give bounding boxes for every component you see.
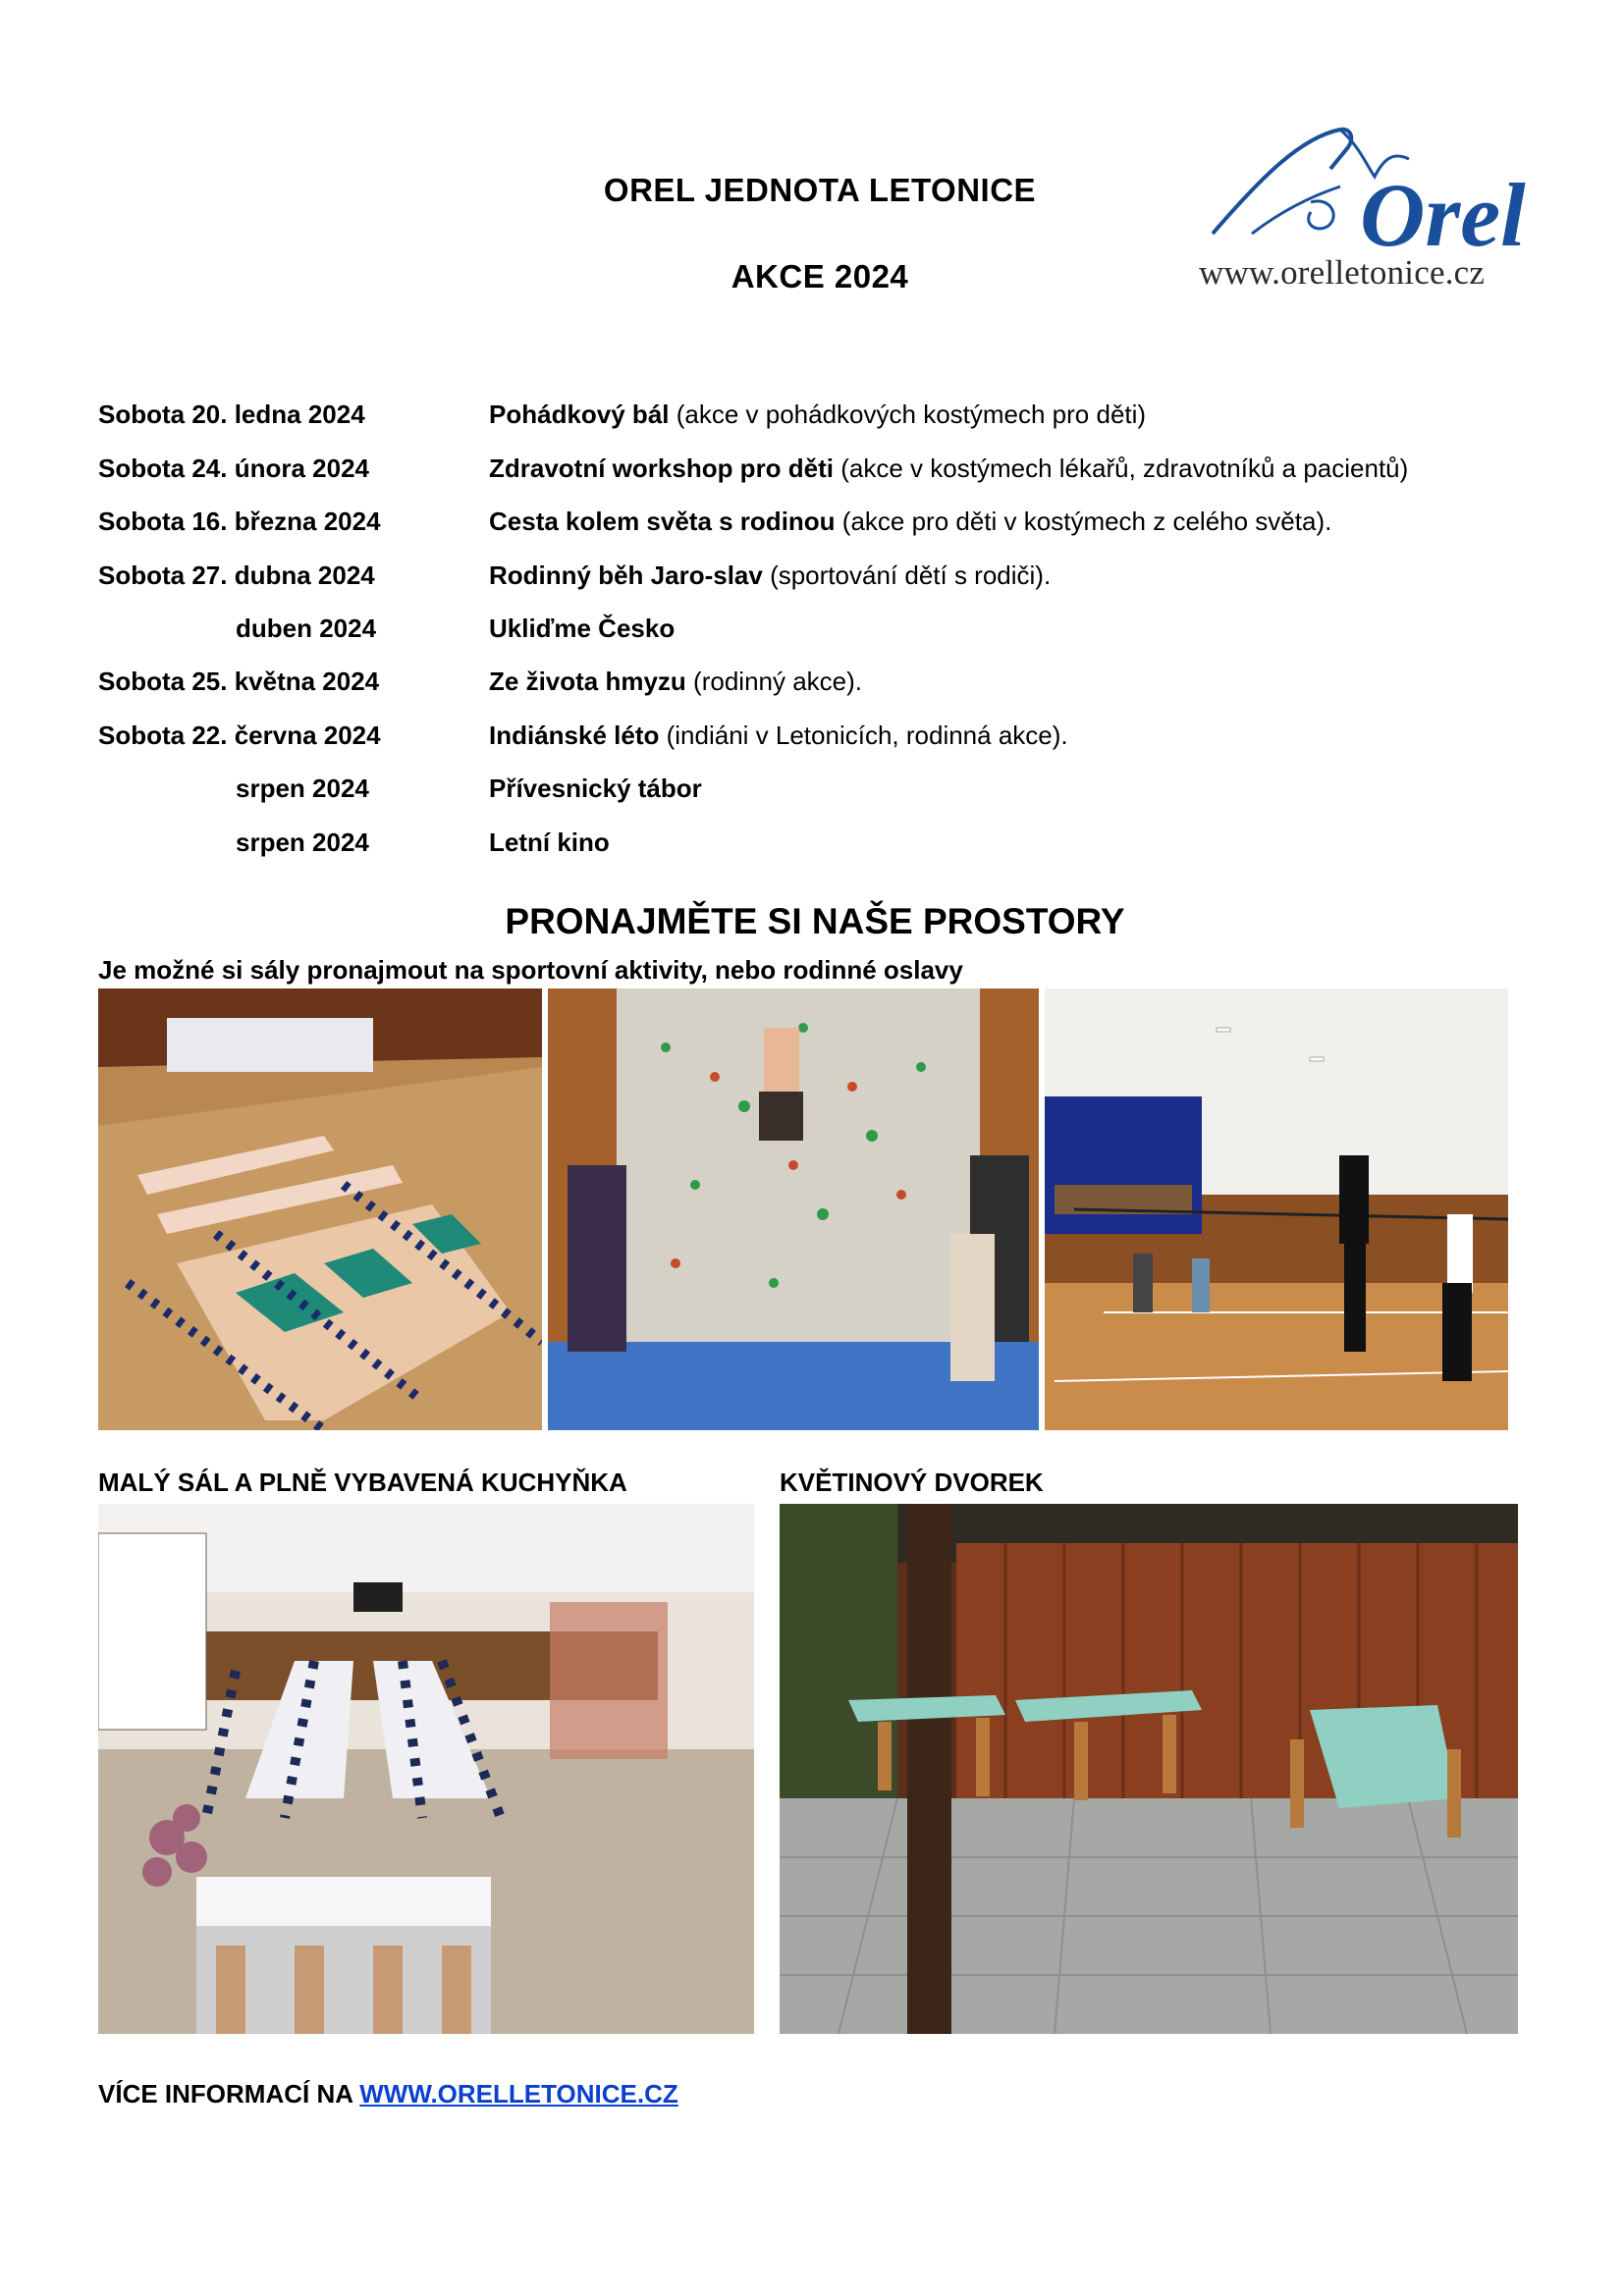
- event-name: Ukliďme Česko: [489, 614, 676, 643]
- orel-logo-graphic: [1193, 118, 1566, 255]
- event-row: [98, 662, 1522, 701]
- event-detail: (sportování dětí s rodiči).: [762, 561, 1052, 590]
- event-row: [98, 502, 1522, 541]
- logo-wordmark: Orel: [1360, 165, 1526, 255]
- event-row: [98, 716, 1522, 755]
- event-name: Letní kino: [489, 828, 610, 857]
- website-link[interactable]: WWW.ORELLETONICE.CZ: [359, 2079, 678, 2109]
- photo-courtyard: [780, 1504, 1518, 2034]
- event-date: Sobota 25. května 2024: [98, 667, 380, 696]
- event-date: Sobota 20. ledna 2024: [98, 400, 365, 429]
- event-row: [98, 609, 1522, 648]
- event-date: Sobota 27. dubna 2024: [98, 561, 375, 590]
- photo-climbing-wall: [548, 988, 1039, 1430]
- footer: [98, 2079, 678, 2109]
- year-title: AKCE 2024: [731, 258, 909, 294]
- rental-subtitle: Je možné si sály pronajmout na sportovní aktivity, nebo rodinné oslavy: [98, 955, 963, 985]
- event-detail: (akce v pohádkových kostýmech pro děti): [669, 400, 1147, 429]
- org-title: OREL JEDNOTA LETONICE: [603, 172, 1037, 208]
- event-detail: (indiáni v Letonicích, rodinná akce).: [659, 721, 1068, 750]
- event-row: [98, 395, 1522, 434]
- event-name: Ze života hmyzu: [489, 667, 686, 696]
- event-date: Sobota 16. března 2024: [98, 507, 381, 536]
- photo-gym-badminton: [1045, 988, 1508, 1430]
- footer-label: VÍCE INFORMACÍ NA: [98, 2079, 360, 2109]
- event-row: [98, 556, 1522, 595]
- event-detail: (akce v kostýmech lékařů, zdravotníků a pacientů): [834, 454, 1409, 483]
- event-name: Pohádkový bál: [489, 400, 670, 429]
- photo-small-hall: [98, 1504, 754, 2034]
- event-name: Rodinný běh Jaro-slav: [489, 561, 763, 590]
- event-date: srpen 2024: [236, 774, 369, 803]
- event-date: Sobota 24. února 2024: [98, 454, 369, 483]
- event-row: [98, 449, 1522, 488]
- event-date: Sobota 22. června 2024: [98, 721, 381, 750]
- event-name: Zdravotní workshop pro děti: [489, 454, 835, 483]
- event-date: duben 2024: [236, 614, 377, 643]
- caption-small-hall: MALÝ SÁL A PLNĚ VYBAVENÁ KUCHYŇKA: [98, 1468, 627, 1497]
- event-date: srpen 2024: [236, 828, 369, 857]
- event-name: Cesta kolem světa s rodinou: [489, 507, 836, 536]
- event-row: [98, 769, 1522, 808]
- photo-hall-tables: [98, 988, 542, 1430]
- rental-title: PRONAJMĚTE SI NAŠE PROSTORY: [505, 901, 1125, 941]
- caption-courtyard: KVĚTINOVÝ DVOREK: [780, 1468, 1044, 1497]
- event-row: [98, 823, 1522, 862]
- event-name: Přívesnický tábor: [489, 774, 702, 803]
- event-detail: (rodinný akce).: [685, 667, 863, 696]
- logo-url: www.orelletonice.cz: [1199, 253, 1486, 292]
- orel-logo: [1193, 118, 1566, 314]
- event-name: Indiánské léto: [489, 721, 660, 750]
- event-detail: (akce pro děti v kostýmech z celého světa).: [835, 507, 1332, 536]
